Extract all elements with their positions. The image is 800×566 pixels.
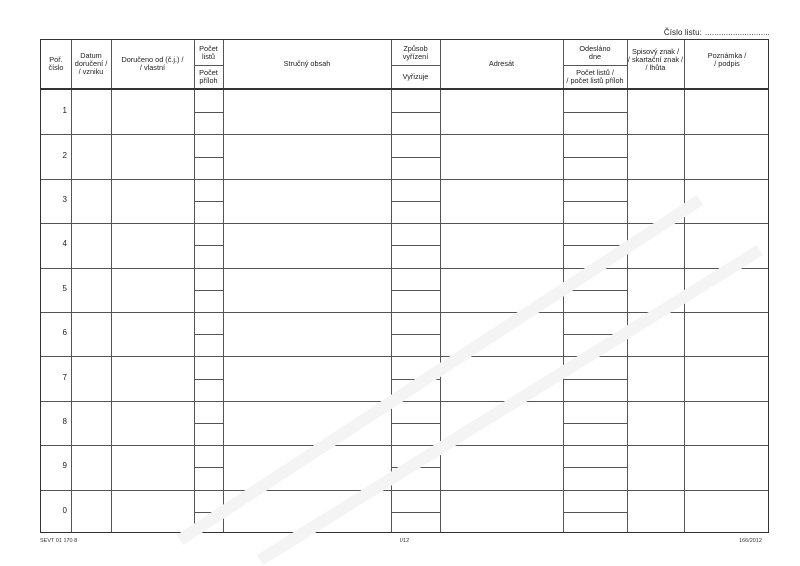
row-split-line xyxy=(194,112,223,113)
row-line xyxy=(41,490,768,491)
header-zpusob-vyrizeni: Způsob vyřízení xyxy=(402,43,429,61)
row-line xyxy=(41,312,768,313)
table-row[interactable] xyxy=(41,356,768,400)
row-number: 6 xyxy=(62,328,67,338)
row-split-line xyxy=(391,245,440,246)
row-split-line xyxy=(194,512,223,513)
row-split-line xyxy=(194,423,223,424)
row-line xyxy=(41,356,768,357)
row-split-line xyxy=(563,112,627,113)
header-pocet-listu: Počet listů xyxy=(199,43,218,61)
row-split-line xyxy=(391,379,440,380)
row-split-line xyxy=(194,245,223,246)
header-spisovy-znak: Spisový znak / / skartační znak / / lhůta xyxy=(627,47,684,72)
header-poradove-cislo: Poř. číslo xyxy=(48,55,64,72)
row-split-line xyxy=(391,201,440,202)
row-split-line xyxy=(194,467,223,468)
header-adresat: Adresát xyxy=(488,59,515,68)
row-split-line xyxy=(563,201,627,202)
row-split-line xyxy=(391,290,440,291)
row-split-line xyxy=(194,379,223,380)
row-split-line xyxy=(563,245,627,246)
row-split-line xyxy=(563,467,627,468)
row-number: 2 xyxy=(62,150,67,160)
row-split-line xyxy=(391,157,440,158)
row-number: 4 xyxy=(62,239,67,249)
table-row[interactable] xyxy=(41,401,768,445)
row-number: 1 xyxy=(62,106,67,116)
row-number: 3 xyxy=(62,194,67,204)
header-split-line xyxy=(563,65,627,66)
row-number: 5 xyxy=(62,283,67,293)
row-split-line xyxy=(563,379,627,380)
row-number: 8 xyxy=(62,416,67,426)
table-row[interactable] xyxy=(41,312,768,356)
row-split-line xyxy=(194,334,223,335)
row-split-line xyxy=(194,201,223,202)
table-row[interactable] xyxy=(41,179,768,223)
row-split-line xyxy=(563,334,627,335)
table-row[interactable] xyxy=(41,90,768,134)
header-vyrizuje: Vyřizuje xyxy=(402,71,429,81)
row-line xyxy=(41,223,768,224)
header-split-line xyxy=(391,65,440,66)
table-row[interactable] xyxy=(41,223,768,267)
header-doruceno-od: Doručeno od (č.j.) / / vlastní xyxy=(121,55,184,72)
table-row[interactable] xyxy=(41,445,768,489)
sheet-number-label: Číslo listu: xyxy=(663,28,702,37)
header-datum: Datum doručení / / vzniku xyxy=(74,51,108,76)
row-number: 0 xyxy=(62,505,67,515)
header-pocet-listu-priloh: Počet listů / / počet listů příloh xyxy=(566,67,624,85)
row-split-line xyxy=(563,512,627,513)
row-split-line xyxy=(563,423,627,424)
row-split-line xyxy=(563,157,627,158)
footer-year-code: 166/2012 xyxy=(739,538,762,544)
row-line xyxy=(41,134,768,135)
row-split-line xyxy=(391,423,440,424)
row-split-line xyxy=(563,290,627,291)
row-line xyxy=(41,445,768,446)
row-split-line xyxy=(391,467,440,468)
row-line xyxy=(41,179,768,180)
row-line xyxy=(41,268,768,269)
header-odeslano-dne: Odesláno dne xyxy=(579,43,611,61)
header-pocet-priloh: Počet příloh xyxy=(199,67,218,85)
table-row[interactable] xyxy=(41,268,768,312)
row-number: 7 xyxy=(62,372,67,382)
row-split-line xyxy=(391,112,440,113)
row-line xyxy=(41,401,768,402)
header-split-line xyxy=(194,65,223,66)
row-split-line xyxy=(391,334,440,335)
sheet-number xyxy=(664,28,770,37)
row-split-line xyxy=(194,157,223,158)
register-table xyxy=(40,39,769,533)
footer-edition: I/12 xyxy=(400,538,410,544)
row-number: 9 xyxy=(62,461,67,471)
table-row[interactable] xyxy=(41,490,768,534)
footer-form-code: SEVT 01 170 8 xyxy=(40,538,78,544)
row-split-line xyxy=(194,290,223,291)
table-row[interactable] xyxy=(41,134,768,178)
sheet-number-field[interactable]: ............................ xyxy=(704,28,770,37)
header-poznamka: Poznámka / / podpis xyxy=(707,51,747,68)
header-strucny-obsah: Stručný obsah xyxy=(283,59,331,68)
row-split-line xyxy=(391,512,440,513)
